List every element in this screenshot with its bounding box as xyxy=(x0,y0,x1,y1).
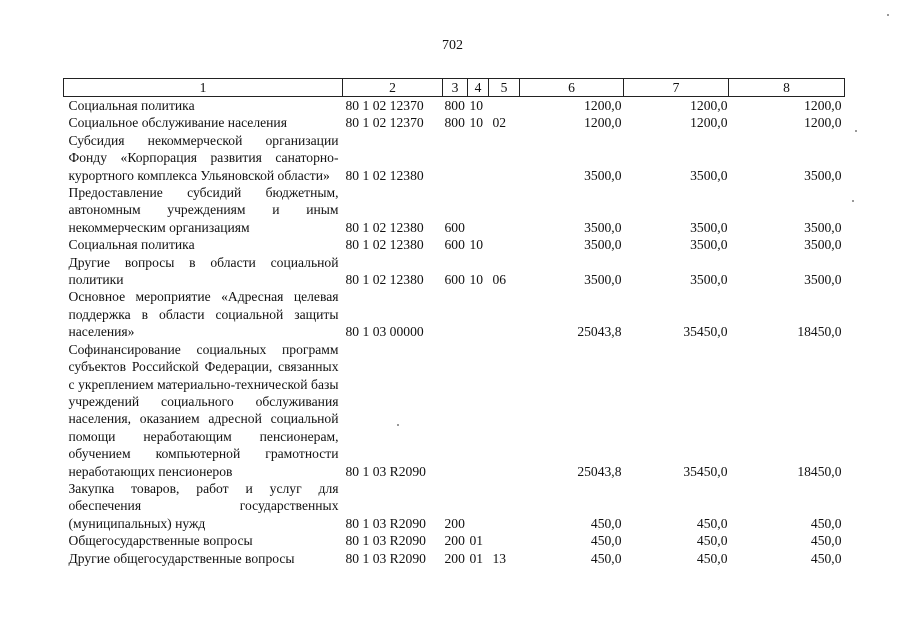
expense-type-cell: 600 xyxy=(444,272,465,288)
amount-2017-cell: 3500,0 xyxy=(584,272,622,288)
expense-type-cell: 800 xyxy=(444,115,465,131)
scan-speck xyxy=(855,130,857,132)
table-row xyxy=(64,184,845,236)
row-name-cell: Социальное обслуживание населения xyxy=(68,115,287,131)
table-row xyxy=(64,341,845,480)
amount-2017-cell: 3500,0 xyxy=(584,167,622,183)
amount-2019-cell: 450,0 xyxy=(810,515,842,531)
amount-2019-cell: 450,0 xyxy=(810,533,842,549)
amount-2017-cell: 450,0 xyxy=(590,515,622,531)
expense-type-cell xyxy=(443,288,468,340)
section-cell xyxy=(468,288,489,340)
section-cell: 10 xyxy=(469,237,484,253)
subsection-cell xyxy=(489,480,520,532)
subsection-cell: 02 xyxy=(492,115,507,131)
amount-2019-cell: 1200,0 xyxy=(804,98,842,113)
subsection-cell: 13 xyxy=(492,550,507,566)
row-name-cell: Софинансирование социальных программ субъектов Российской Федерации, связанных с укреплением материально-технической базы учреждений социального обслуживания населения, оказанием адресной социальной помощи неработающим пенсионерам, обучением компьютерной грамотности неработающих пенсионеров xyxy=(68,341,339,479)
amount-2018-cell: 1200,0 xyxy=(690,98,728,113)
section-cell xyxy=(468,341,489,480)
amount-2019-cell: 18450,0 xyxy=(797,463,842,479)
table-body xyxy=(64,97,845,567)
amount-2018-cell: 35450,0 xyxy=(683,463,728,479)
column-header: 2 xyxy=(343,79,443,97)
section-cell: 01 xyxy=(469,550,484,566)
subsection-cell xyxy=(489,288,520,340)
amount-2017-cell: 1200,0 xyxy=(584,98,622,113)
subsection-cell xyxy=(489,532,520,549)
column-header: 1 xyxy=(64,79,343,97)
row-name-cell: Субсидия некоммерческой организации Фонду «Корпорация развития санаторно-курортного комплекса Ульяновской области» xyxy=(68,132,339,183)
table-row xyxy=(64,288,845,340)
column-header: 7 xyxy=(624,79,729,97)
table-row xyxy=(64,114,845,131)
target-article-cell: 80 1 03 R2090 xyxy=(345,550,426,566)
table-row xyxy=(64,550,845,567)
expense-type-cell: 800 xyxy=(444,98,465,113)
target-article-cell: 80 1 02 12370 xyxy=(345,98,424,113)
scan-speck xyxy=(397,424,399,426)
amount-2019-cell: 1200,0 xyxy=(804,115,842,131)
row-name-cell: Другие вопросы в области социальной политики xyxy=(68,254,339,288)
subsection-cell xyxy=(489,236,520,253)
row-name-cell: Социальная политика xyxy=(68,237,195,253)
expense-type-cell: 200 xyxy=(444,550,465,566)
subsection-cell: 06 xyxy=(492,272,507,288)
amount-2018-cell: 450,0 xyxy=(696,515,728,531)
subsection-cell xyxy=(489,97,520,115)
expense-type-cell: 200 xyxy=(444,515,465,531)
section-cell xyxy=(468,184,489,236)
row-name-cell: Закупка товаров, работ и услуг для обеспечения государственных (муниципальных) нужд xyxy=(68,480,339,531)
amount-2019-cell: 450,0 xyxy=(810,550,842,566)
amount-2017-cell: 1200,0 xyxy=(584,115,622,131)
row-name-cell: Основное мероприятие «Адресная целевая поддержка в области социальной защиты населения» xyxy=(68,289,339,340)
target-article-cell: 80 1 03 R2090 xyxy=(345,533,426,549)
table-row xyxy=(64,480,845,532)
subsection-cell xyxy=(489,132,520,184)
table-row xyxy=(64,132,845,184)
expense-type-cell: 600 xyxy=(444,237,465,253)
expense-type-cell xyxy=(443,341,468,480)
target-article-cell: 80 1 03 R2090 xyxy=(345,463,426,479)
amount-2018-cell: 35450,0 xyxy=(683,324,728,340)
page-number: 702 xyxy=(442,38,463,53)
section-cell: 10 xyxy=(469,115,484,131)
row-name-cell: Другие общегосударственные вопросы xyxy=(68,550,295,566)
table-row xyxy=(64,236,845,253)
row-name-cell: Социальная политика xyxy=(68,98,195,113)
table-row xyxy=(64,97,845,115)
amount-2018-cell: 3500,0 xyxy=(690,167,728,183)
target-article-cell: 80 1 02 12370 xyxy=(345,115,424,131)
target-article-cell: 80 1 02 12380 xyxy=(345,272,424,288)
amount-2018-cell: 3500,0 xyxy=(690,219,728,235)
amount-2017-cell: 450,0 xyxy=(590,550,622,566)
section-cell: 10 xyxy=(469,272,484,288)
amount-2019-cell: 3500,0 xyxy=(804,237,842,253)
header-row xyxy=(64,79,845,97)
amount-2017-cell: 3500,0 xyxy=(584,219,622,235)
column-header: 8 xyxy=(729,79,845,97)
amount-2017-cell: 3500,0 xyxy=(584,237,622,253)
section-cell xyxy=(468,480,489,532)
amount-2018-cell: 1200,0 xyxy=(690,115,728,131)
table-header xyxy=(64,79,845,97)
table-row xyxy=(64,254,845,289)
section-cell: 01 xyxy=(469,533,484,549)
expense-type-cell: 600 xyxy=(444,219,465,235)
amount-2017-cell: 25043,8 xyxy=(577,324,622,340)
target-article-cell: 80 1 02 12380 xyxy=(345,237,424,253)
amount-2019-cell: 3500,0 xyxy=(804,219,842,235)
section-cell: 10 xyxy=(469,98,484,113)
expense-type-cell xyxy=(443,132,468,184)
amount-2018-cell: 3500,0 xyxy=(690,272,728,288)
section-cell xyxy=(468,132,489,184)
row-name-cell: Предоставление субсидий бюджетным, автономным учреждениям и иным некоммерческим организациям xyxy=(68,185,339,235)
amount-2018-cell: 450,0 xyxy=(696,533,728,549)
amount-2017-cell: 25043,8 xyxy=(577,463,622,479)
expense-type-cell: 200 xyxy=(444,533,465,549)
subsection-cell xyxy=(489,184,520,236)
amount-2019-cell: 18450,0 xyxy=(797,324,842,340)
amount-2018-cell: 3500,0 xyxy=(690,237,728,253)
target-article-cell: 80 1 03 R2090 xyxy=(345,515,426,531)
amount-2017-cell: 450,0 xyxy=(590,533,622,549)
target-article-cell: 80 1 02 12380 xyxy=(345,167,424,183)
subsection-cell xyxy=(489,341,520,480)
target-article-cell: 80 1 03 00000 xyxy=(345,324,424,340)
scan-speck xyxy=(852,200,854,202)
amount-2019-cell: 3500,0 xyxy=(804,272,842,288)
budget-table xyxy=(63,78,845,567)
target-article-cell: 80 1 02 12380 xyxy=(345,219,424,235)
column-header: 5 xyxy=(489,79,520,97)
row-name-cell: Общегосударственные вопросы xyxy=(68,533,253,549)
amount-2019-cell: 3500,0 xyxy=(804,167,842,183)
scan-speck xyxy=(887,14,889,16)
column-header: 3 xyxy=(443,79,468,97)
table-row xyxy=(64,532,845,549)
column-header: 6 xyxy=(520,79,624,97)
amount-2018-cell: 450,0 xyxy=(696,550,728,566)
column-header: 4 xyxy=(468,79,489,97)
